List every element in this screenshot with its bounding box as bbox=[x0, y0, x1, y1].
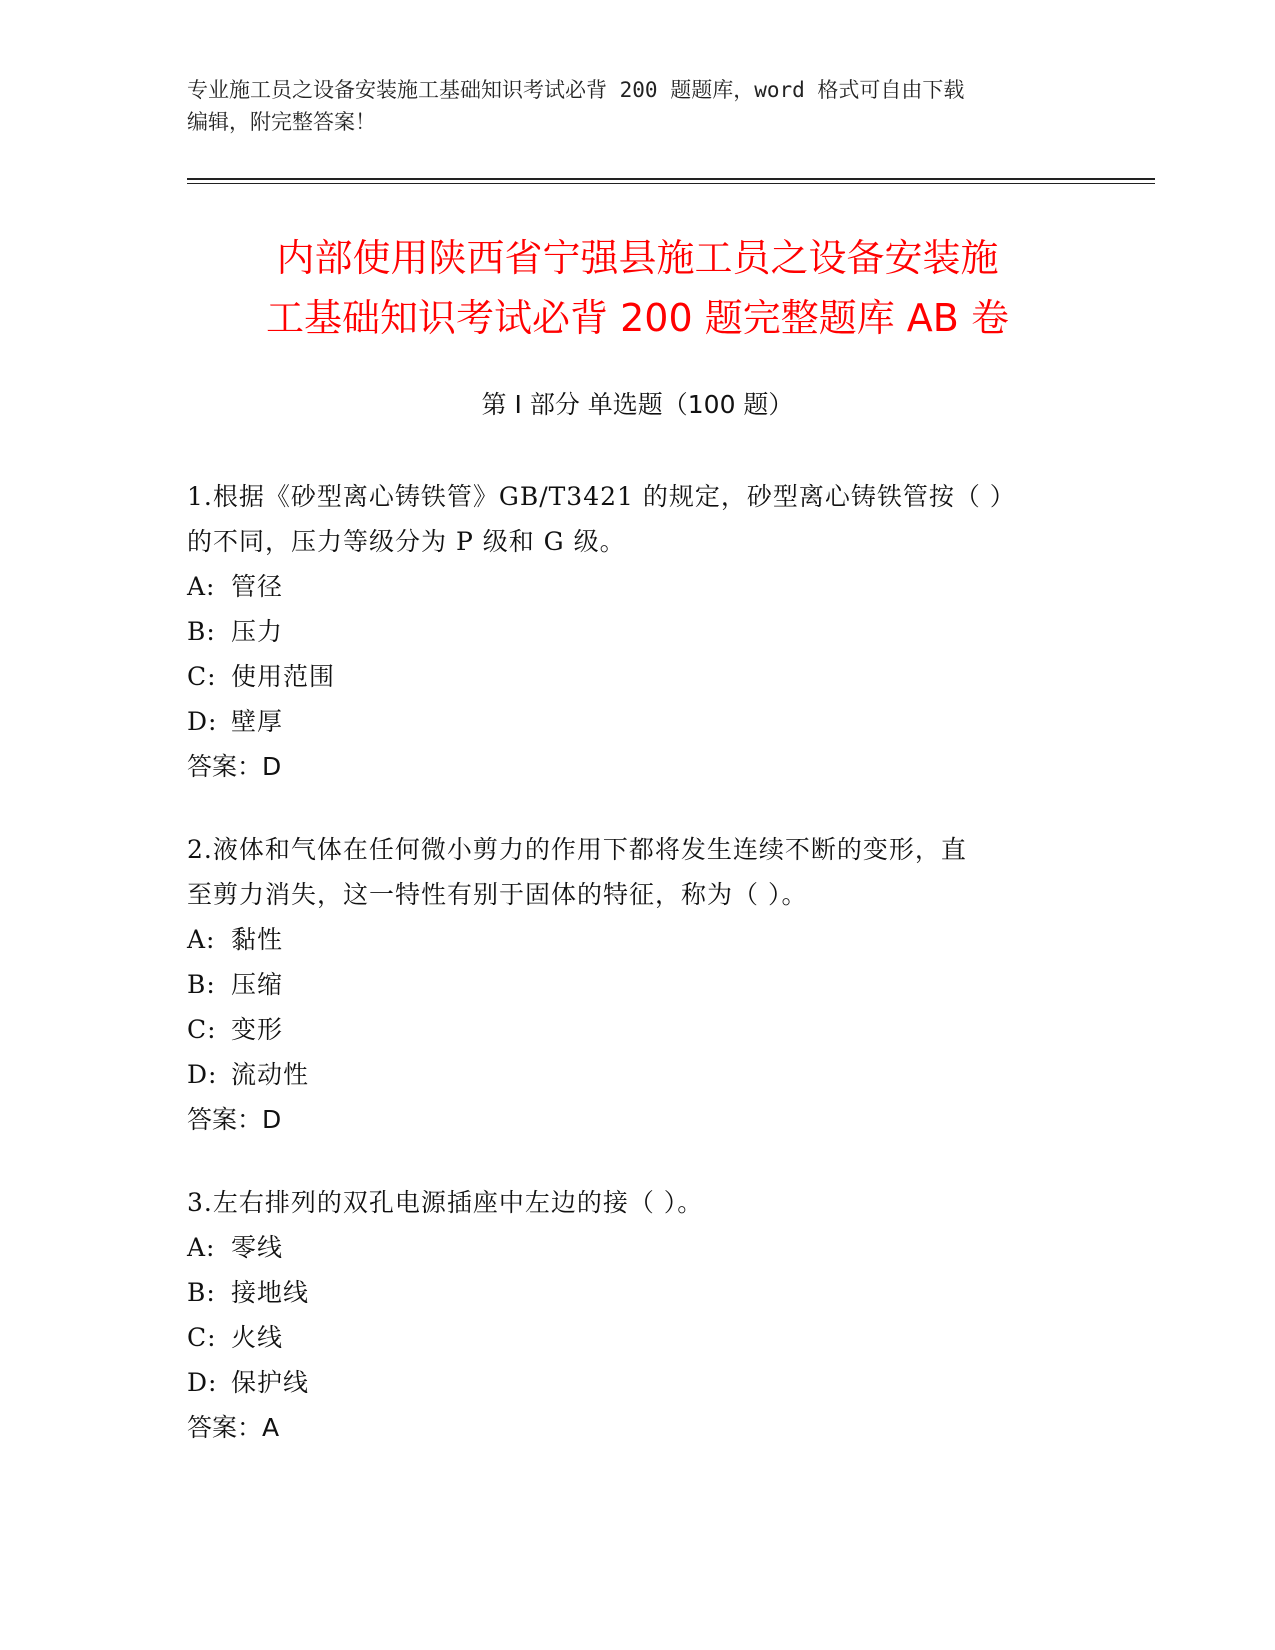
option-text: 火线 bbox=[231, 1323, 284, 1352]
question-1 bbox=[187, 474, 1067, 789]
option-key: A: bbox=[187, 925, 216, 954]
header-note-line-1: 专业施工员之设备安装施工基础知识考试必背 200 题题库，word 格式可自由下载 bbox=[187, 78, 965, 102]
option-key: D: bbox=[187, 1368, 218, 1397]
option-d bbox=[187, 699, 1067, 744]
option-key: B: bbox=[187, 970, 216, 999]
option-text: 接地线 bbox=[231, 1278, 310, 1307]
header-note bbox=[187, 74, 1087, 138]
option-b bbox=[187, 962, 1067, 1007]
document-title-line-2: 工基础知识考试必背 200 题完整题库 AB 卷 bbox=[266, 296, 1009, 340]
question-stem-line: 1.根据《砂型离心铸铁管》GB/T3421 的规定，砂型离心铸铁管按（ ） bbox=[187, 482, 1016, 511]
option-text: 保护线 bbox=[231, 1368, 310, 1397]
question-3 bbox=[187, 1180, 1067, 1450]
header-divider-thick bbox=[187, 178, 1155, 180]
question-2 bbox=[187, 827, 1067, 1142]
option-d bbox=[187, 1360, 1067, 1405]
option-a bbox=[187, 917, 1067, 962]
question-stem-line: 的不同，压力等级分为 P 级和 G 级。 bbox=[187, 527, 626, 556]
option-text: 黏性 bbox=[231, 925, 284, 954]
answer-line: 答案：D bbox=[187, 1105, 282, 1134]
option-key: C: bbox=[187, 1323, 217, 1352]
option-text: 使用范围 bbox=[231, 662, 336, 691]
option-key: A: bbox=[187, 572, 216, 601]
question-stem-line: 至剪力消失，这一特性有别于固体的特征，称为（ ）。 bbox=[187, 880, 808, 909]
option-c bbox=[187, 1007, 1067, 1052]
option-key: B: bbox=[187, 617, 216, 646]
document-title-line-1: 内部使用陕西省宁强县施工员之设备安装施 bbox=[276, 236, 999, 280]
option-text: 压力 bbox=[231, 617, 284, 646]
option-text: 变形 bbox=[231, 1015, 284, 1044]
option-text: 流动性 bbox=[231, 1060, 310, 1089]
option-d bbox=[187, 1052, 1067, 1097]
option-key: C: bbox=[187, 1015, 217, 1044]
question-list bbox=[187, 474, 1067, 1488]
option-key: B: bbox=[187, 1278, 216, 1307]
option-a bbox=[187, 1225, 1067, 1270]
question-stem-line: 2.液体和气体在任何微小剪力的作用下都将发生连续不断的变形，直 bbox=[187, 835, 967, 864]
option-text: 壁厚 bbox=[231, 707, 284, 736]
option-key: A: bbox=[187, 1233, 216, 1262]
option-c bbox=[187, 654, 1067, 699]
option-text: 管径 bbox=[231, 572, 284, 601]
option-a bbox=[187, 564, 1067, 609]
option-key: C: bbox=[187, 662, 217, 691]
option-text: 零线 bbox=[231, 1233, 284, 1262]
header-note-line-2: 编辑，附完整答案！ bbox=[187, 110, 376, 134]
option-key: D: bbox=[187, 707, 218, 736]
document-title bbox=[150, 228, 1125, 348]
answer-line: 答案：A bbox=[187, 1413, 280, 1442]
option-b bbox=[187, 609, 1067, 654]
option-c bbox=[187, 1315, 1067, 1360]
answer-line: 答案：D bbox=[187, 752, 282, 781]
option-text: 压缩 bbox=[231, 970, 284, 999]
header-divider-thin bbox=[187, 183, 1155, 184]
option-key: D: bbox=[187, 1060, 218, 1089]
question-stem-line: 3.左右排列的双孔电源插座中左边的接（ ）。 bbox=[187, 1188, 704, 1217]
section-heading: 第 I 部分 单选题（100 题） bbox=[481, 390, 794, 419]
option-b bbox=[187, 1270, 1067, 1315]
